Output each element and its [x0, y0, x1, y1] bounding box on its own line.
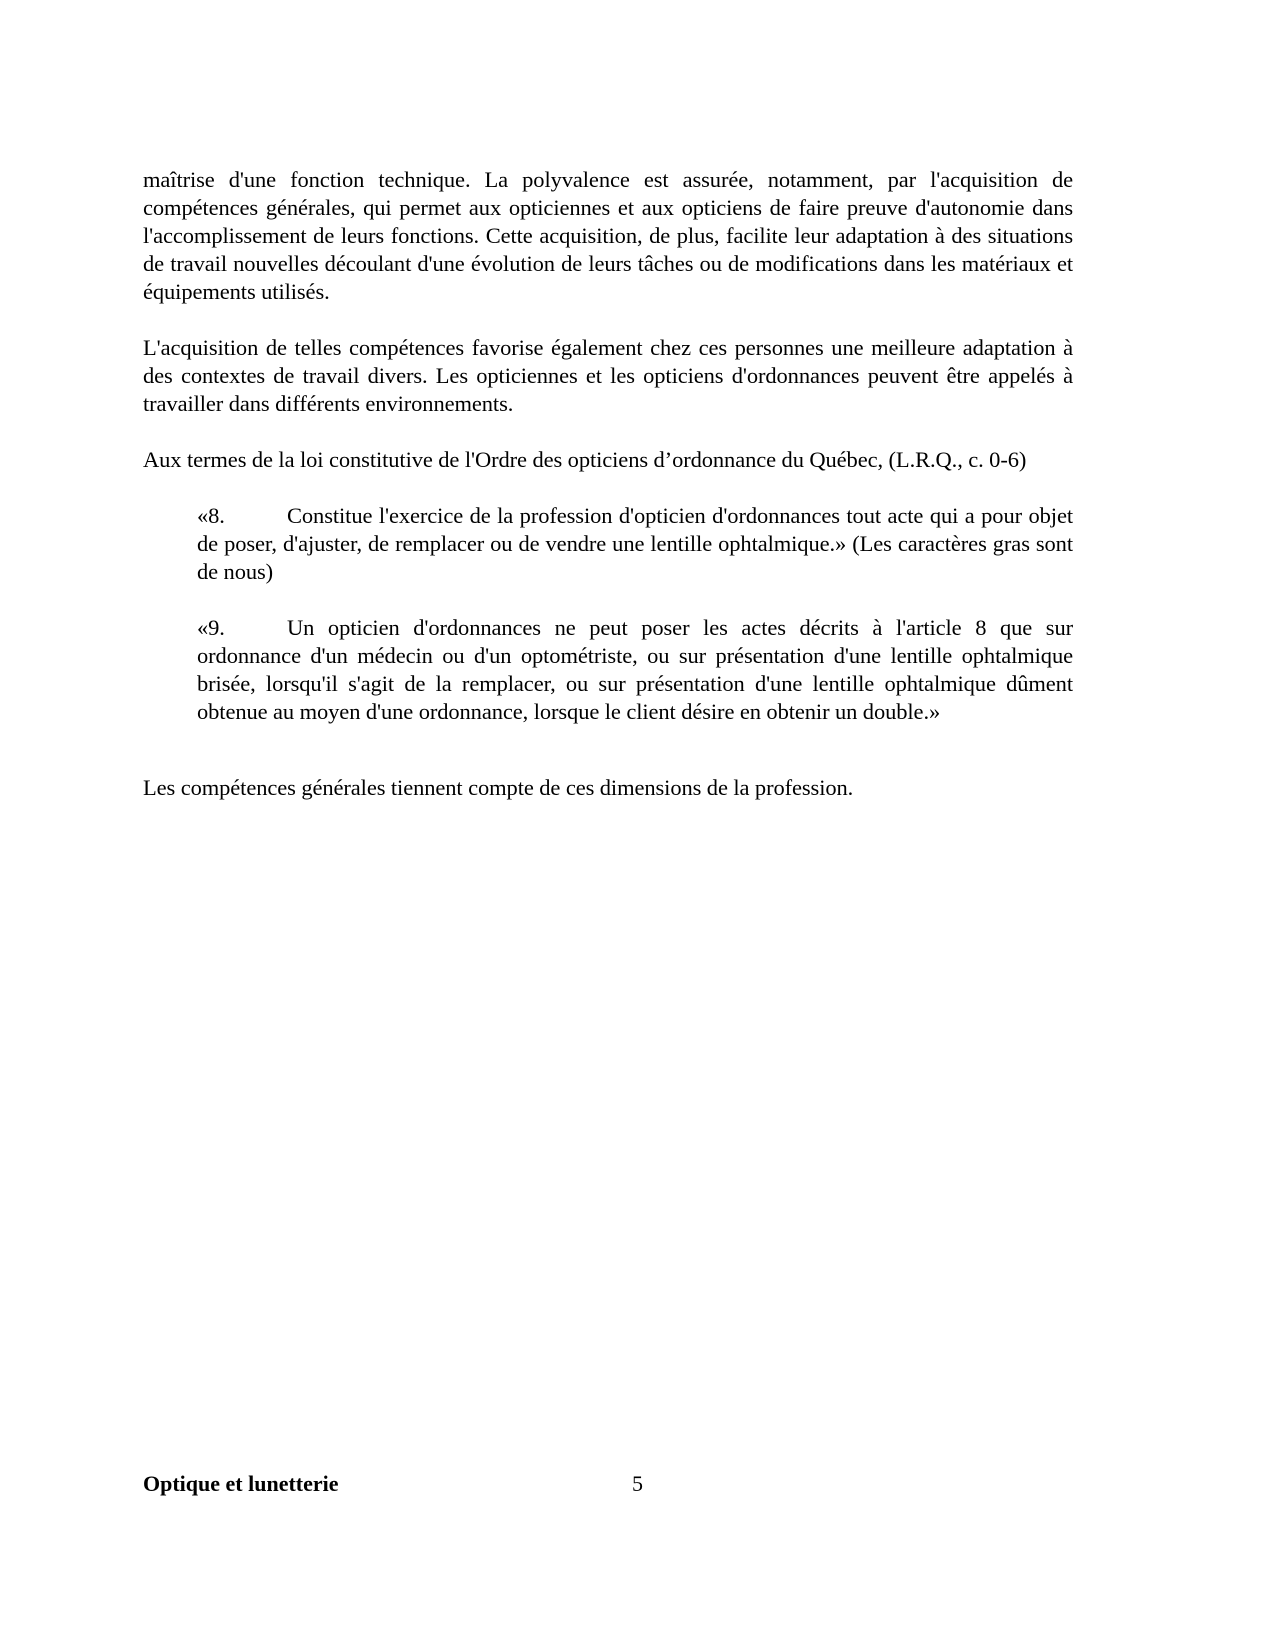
body-paragraph-2: L'acquisition de telles compétences favorise également chez ces personnes une meilleure adaptation à des contextes de travail divers. Les opticiennes et les opticiens d'ordonnances peuvent être appelés à travailler dans différents environnements.	[143, 335, 1073, 416]
quote-article-9-text: Un opticien d'ordonnances ne peut poser les actes décrits à l'article 8 que sur ordonnance d'un médecin ou d'un optométriste, ou sur présentation d'une lentille ophtalmique brisée, lorsqu'il s'agit de la remplacer, ou sur présentation d'une lentille ophtalmique dûment obtenue au moyen d'une ordonnance, lorsque le client désire en obtenir un double.»	[197, 615, 1073, 724]
body-paragraph-4: Les compétences générales tiennent compte de ces dimensions de la profession.	[143, 775, 854, 800]
quote-article-9-marker: «9.	[197, 615, 225, 640]
footer-page-number: 5	[632, 1471, 643, 1496]
footer-document-title: Optique et lunetterie	[143, 1471, 339, 1496]
body-paragraph-3: Aux termes de la loi constitutive de l'Ordre des opticiens d’ordonnance du Québec, (L.R.Q., c. 0-6)	[143, 447, 1027, 472]
quote-article-8-marker: «8.	[197, 503, 225, 528]
quote-article-8	[197, 502, 1073, 586]
footer	[0, 1470, 1275, 1502]
page-body	[143, 166, 1073, 830]
body-paragraph-1: maîtrise d'une fonction technique. La polyvalence est assurée, notamment, par l'acquisition de compétences générales, qui permet aux opticiennes et aux opticiens de faire preuve d'autonomie dans l'accomplissement de leurs fonctions. Cette acquisition, de plus, facilite leur adaptation à des situations de travail nouvelles découlant d'une évolution de leurs tâches ou de modifications dans les matériaux et équipements utilisés.	[143, 167, 1073, 304]
quote-article-8-text: Constitue l'exercice de la profession d'opticien d'ordonnances tout acte qui a pour objet de poser, d'ajuster, de remplacer ou de vendre une lentille ophtalmique.» (Les caractères gras sont de nous)	[197, 503, 1073, 584]
quote-article-9	[197, 614, 1073, 726]
